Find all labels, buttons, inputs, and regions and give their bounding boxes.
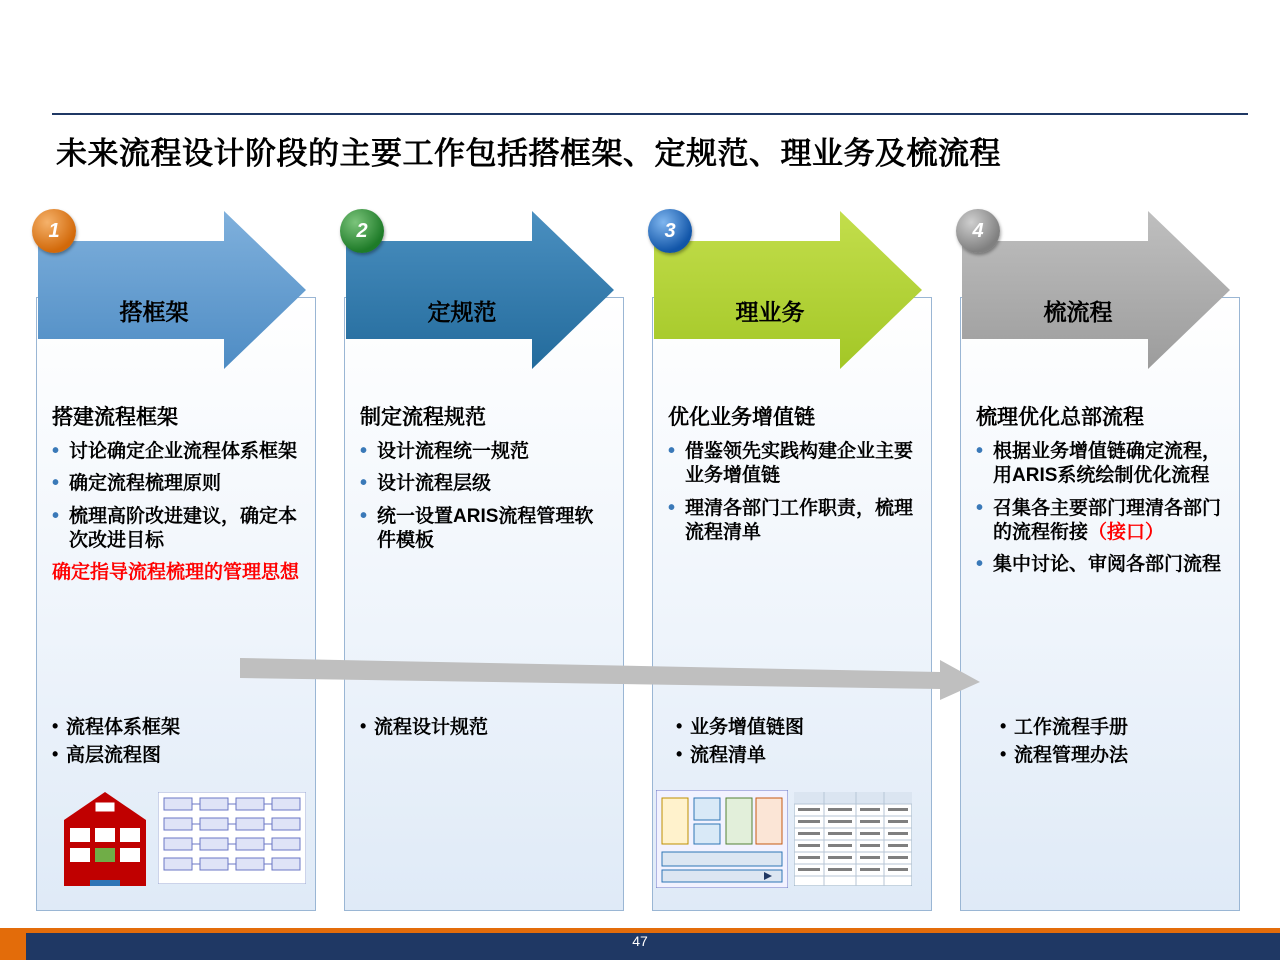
bullet-item: • 讨论确定企业流程体系框架 xyxy=(52,440,304,464)
page-number: 47 xyxy=(632,933,648,949)
bullet-item: • 梳理高阶改进建议，确定本次改进目标 xyxy=(52,505,304,554)
bullet-item: • 集中讨论、审阅各部门流程 xyxy=(976,553,1228,577)
stage-arrow-3 xyxy=(654,211,922,369)
step-badge-1: 1 xyxy=(32,209,76,253)
flow-divider-arrow xyxy=(240,658,980,700)
output-item: • 工作流程手册 xyxy=(1000,714,1258,742)
stage-label-4: 梳流程 xyxy=(1043,299,1113,325)
bullet-item: • 设计流程统一规范 xyxy=(360,440,612,464)
output-item: • 流程管理办法 xyxy=(1000,742,1258,770)
column-outputs-3 xyxy=(676,714,934,769)
highlight-note: 确定指导流程梳理的管理思想 xyxy=(52,562,300,584)
bullet-item: • 理清各部门工作职责，梳理流程清单 xyxy=(668,497,920,546)
column-panel-2 xyxy=(344,297,624,911)
bullet-item: • 借鉴领先实践构建企业主要业务增值链 xyxy=(668,440,920,489)
step-badge-2: 2 xyxy=(340,209,384,253)
output-item: • 流程清单 xyxy=(676,742,934,770)
stage-arrow-1 xyxy=(38,211,306,369)
column-bullets-1 xyxy=(52,440,304,586)
column-outputs-2 xyxy=(360,714,618,742)
stage-label-1: 搭框架 xyxy=(119,299,189,325)
stage-label-2: 定规范 xyxy=(427,299,497,325)
column-heading-2: 制定流程规范 xyxy=(360,406,486,429)
bullet-item: • 设计流程层级 xyxy=(360,472,612,496)
stage-label-3: 理业务 xyxy=(735,299,805,325)
bullet-text: 召集各主要部门理清各部门的流程衔接 xyxy=(993,497,1222,543)
stage-arrow-2 xyxy=(346,211,614,369)
step-badge-4: 4 xyxy=(956,209,1000,253)
column-heading-1: 搭建流程框架 xyxy=(52,406,178,429)
column-panel-4 xyxy=(960,297,1240,911)
bullet-item xyxy=(976,497,1228,546)
column-heading-4: 梳理优化总部流程 xyxy=(976,406,1144,429)
bullet-item: • 根据业务增值链确定流程，用ARIS系统绘制优化流程 xyxy=(976,440,1228,489)
bullet-accent: （接口） xyxy=(1088,521,1165,543)
column-outputs-1 xyxy=(52,714,310,769)
house-diagram-thumbnail xyxy=(62,790,148,886)
column-bullets-3 xyxy=(668,440,920,553)
value-chain-thumbnail xyxy=(656,790,788,888)
step-badge-3: 3 xyxy=(648,209,692,253)
process-list-table-thumbnail xyxy=(794,792,912,886)
column-outputs-4 xyxy=(1000,714,1258,769)
bullet-item: • 统一设置ARIS流程管理软件模板 xyxy=(360,505,612,554)
output-item: • 高层流程图 xyxy=(52,742,310,770)
title-divider xyxy=(52,113,1248,115)
process-grid-thumbnail xyxy=(158,792,306,884)
bullet-item: • 确定流程梳理原则 xyxy=(52,472,304,496)
page-title: 未来流程设计阶段的主要工作包括搭框架、定规范、理业务及梳流程 xyxy=(56,136,1001,171)
output-item: • 流程体系框架 xyxy=(52,714,310,742)
column-bullets-4 xyxy=(976,440,1228,586)
column-bullets-2 xyxy=(360,440,612,561)
output-item: • 业务增值链图 xyxy=(676,714,934,742)
column-heading-3: 优化业务增值链 xyxy=(668,406,815,429)
output-item: • 流程设计规范 xyxy=(360,714,618,742)
stage-arrow-4 xyxy=(962,211,1230,369)
